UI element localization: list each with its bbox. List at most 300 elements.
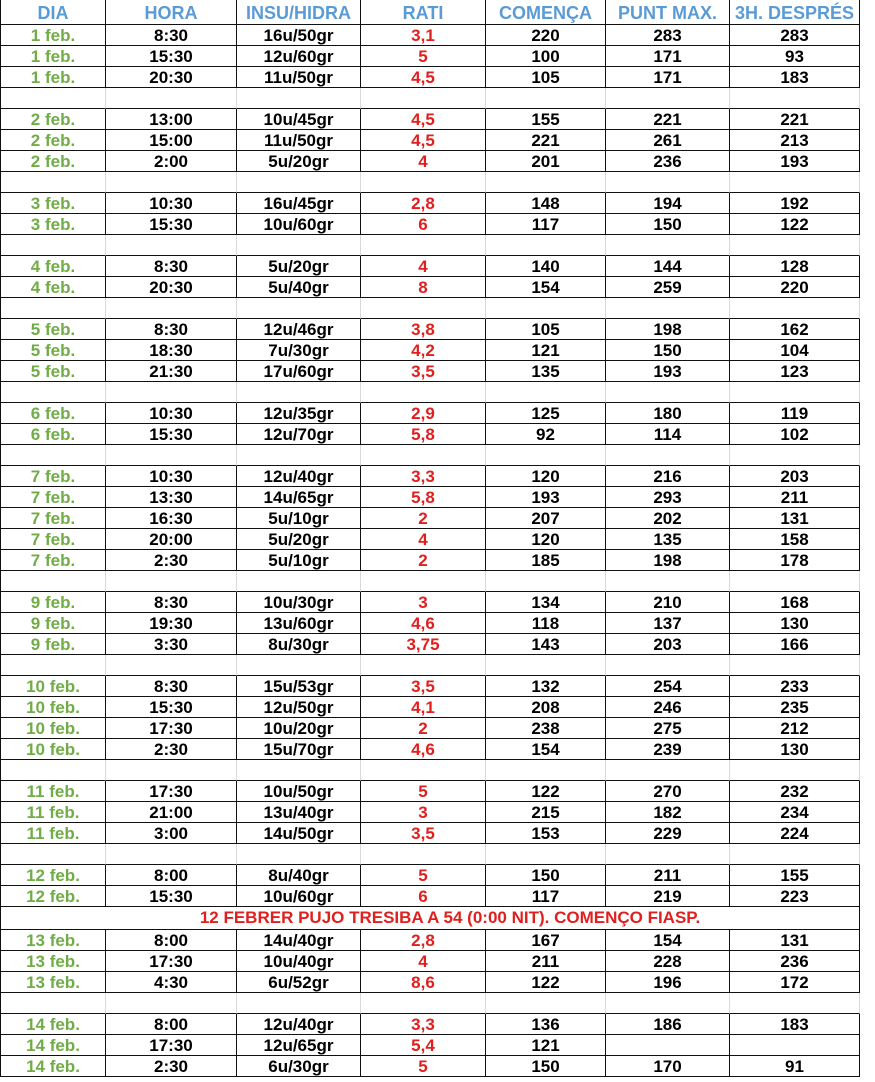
empty-cell [106, 172, 237, 193]
cell-dia: 2 feb. [1, 109, 106, 130]
cell-hora: 10:30 [106, 403, 237, 424]
cell-insu-hidra: 14u/50gr [237, 823, 361, 844]
cell-comenca: 120 [486, 466, 606, 487]
empty-cell [237, 172, 361, 193]
cell-hora: 15:30 [106, 886, 237, 907]
cell-insu-hidra: 10u/45gr [237, 109, 361, 130]
empty-cell [606, 844, 730, 865]
cell-comenca: 211 [486, 951, 606, 972]
empty-cell [361, 382, 486, 403]
cell-insu-hidra: 16u/45gr [237, 193, 361, 214]
empty-cell [106, 655, 237, 676]
empty-cell [237, 298, 361, 319]
cell-rati: 4 [361, 529, 486, 550]
cell-comenca: 136 [486, 1014, 606, 1035]
cell-rati: 4 [361, 151, 486, 172]
empty-cell [730, 445, 860, 466]
empty-cell [1, 235, 106, 256]
cell-punt-max: 154 [606, 930, 730, 951]
header-comenca: COMENÇA [486, 0, 606, 25]
cell-rati: 4,5 [361, 130, 486, 151]
cell-insu-hidra: 14u/40gr [237, 930, 361, 951]
cell-dia: 9 feb. [1, 613, 106, 634]
cell-insu-hidra: 7u/30gr [237, 340, 361, 361]
empty-cell [606, 445, 730, 466]
cell-dia: 5 feb. [1, 319, 106, 340]
empty-cell [486, 844, 606, 865]
empty-cell [730, 655, 860, 676]
empty-cell [730, 571, 860, 592]
cell-dia: 7 feb. [1, 508, 106, 529]
cell-hora: 15:30 [106, 46, 237, 67]
cell-punt-max: 211 [606, 865, 730, 886]
cell-comenca: 121 [486, 340, 606, 361]
cell-insu-hidra: 5u/20gr [237, 256, 361, 277]
empty-cell [486, 235, 606, 256]
empty-cell [1, 655, 106, 676]
empty-cell [1, 382, 106, 403]
cell-dia: 5 feb. [1, 361, 106, 382]
cell-3h-despres: 172 [730, 972, 860, 993]
cell-dia: 14 feb. [1, 1056, 106, 1077]
cell-comenca: 100 [486, 46, 606, 67]
cell-punt-max: 270 [606, 781, 730, 802]
cell-hora: 20:30 [106, 277, 237, 298]
cell-punt-max: 193 [606, 361, 730, 382]
empty-cell [106, 298, 237, 319]
cell-3h-despres: 183 [730, 1014, 860, 1035]
cell-comenca: 208 [486, 697, 606, 718]
cell-hora: 15:00 [106, 130, 237, 151]
empty-cell [486, 88, 606, 109]
cell-insu-hidra: 11u/50gr [237, 67, 361, 88]
cell-punt-max: 137 [606, 613, 730, 634]
cell-punt-max: 219 [606, 886, 730, 907]
cell-insu-hidra: 13u/60gr [237, 613, 361, 634]
cell-comenca: 207 [486, 508, 606, 529]
cell-rati: 4,6 [361, 613, 486, 634]
cell-insu-hidra: 11u/50gr [237, 130, 361, 151]
cell-insu-hidra: 6u/30gr [237, 1056, 361, 1077]
cell-dia: 11 feb. [1, 781, 106, 802]
empty-cell [486, 571, 606, 592]
cell-hora: 20:00 [106, 529, 237, 550]
cell-hora: 17:30 [106, 951, 237, 972]
cell-3h-despres: 211 [730, 487, 860, 508]
cell-comenca: 118 [486, 613, 606, 634]
cell-dia: 7 feb. [1, 487, 106, 508]
cell-dia: 6 feb. [1, 424, 106, 445]
cell-punt-max: 261 [606, 130, 730, 151]
cell-comenca: 135 [486, 361, 606, 382]
cell-insu-hidra: 12u/65gr [237, 1035, 361, 1056]
tresiba-note: 12 FEBRER PUJO TRESIBA A 54 (0:00 NIT). COMENÇO FIASP. [1, 907, 860, 930]
cell-dia: 13 feb. [1, 972, 106, 993]
cell-3h-despres: 232 [730, 781, 860, 802]
cell-insu-hidra: 13u/40gr [237, 802, 361, 823]
cell-3h-despres: 158 [730, 529, 860, 550]
empty-cell [106, 382, 237, 403]
cell-punt-max: 293 [606, 487, 730, 508]
cell-insu-hidra: 10u/60gr [237, 886, 361, 907]
cell-rati: 3 [361, 592, 486, 613]
cell-dia: 14 feb. [1, 1014, 106, 1035]
cell-comenca: 167 [486, 930, 606, 951]
empty-cell [106, 993, 237, 1014]
cell-3h-despres: 104 [730, 340, 860, 361]
empty-cell [237, 88, 361, 109]
cell-insu-hidra: 10u/30gr [237, 592, 361, 613]
empty-cell [361, 571, 486, 592]
cell-punt-max: 186 [606, 1014, 730, 1035]
empty-cell [106, 844, 237, 865]
cell-comenca: 117 [486, 886, 606, 907]
empty-cell [1, 844, 106, 865]
cell-comenca: 155 [486, 109, 606, 130]
cell-insu-hidra: 12u/60gr [237, 46, 361, 67]
empty-cell [730, 993, 860, 1014]
empty-cell [730, 760, 860, 781]
cell-hora: 13:30 [106, 487, 237, 508]
header-punt-max: PUNT MAX. [606, 0, 730, 25]
cell-rati: 6 [361, 214, 486, 235]
cell-punt-max: 246 [606, 697, 730, 718]
cell-dia: 10 feb. [1, 697, 106, 718]
cell-rati: 6 [361, 886, 486, 907]
cell-dia: 9 feb. [1, 634, 106, 655]
cell-3h-despres: 235 [730, 697, 860, 718]
cell-insu-hidra: 10u/60gr [237, 214, 361, 235]
empty-cell [486, 445, 606, 466]
empty-cell [730, 235, 860, 256]
cell-rati: 8,6 [361, 972, 486, 993]
cell-punt-max: 182 [606, 802, 730, 823]
cell-3h-despres: 203 [730, 466, 860, 487]
empty-cell [361, 235, 486, 256]
cell-dia: 6 feb. [1, 403, 106, 424]
cell-comenca: 221 [486, 130, 606, 151]
cell-hora: 10:30 [106, 193, 237, 214]
cell-3h-despres: 119 [730, 403, 860, 424]
empty-cell [361, 760, 486, 781]
cell-comenca: 154 [486, 739, 606, 760]
cell-dia: 5 feb. [1, 340, 106, 361]
cell-comenca: 215 [486, 802, 606, 823]
cell-dia: 1 feb. [1, 67, 106, 88]
empty-cell [106, 445, 237, 466]
cell-insu-hidra: 17u/60gr [237, 361, 361, 382]
cell-comenca: 122 [486, 781, 606, 802]
empty-cell [486, 172, 606, 193]
cell-dia: 3 feb. [1, 193, 106, 214]
cell-insu-hidra: 5u/20gr [237, 529, 361, 550]
cell-insu-hidra: 12u/35gr [237, 403, 361, 424]
empty-cell [237, 571, 361, 592]
empty-cell [606, 655, 730, 676]
cell-rati: 2,9 [361, 403, 486, 424]
cell-dia: 10 feb. [1, 718, 106, 739]
cell-rati: 3,5 [361, 676, 486, 697]
cell-punt-max: 150 [606, 340, 730, 361]
cell-3h-despres: 178 [730, 550, 860, 571]
empty-cell [606, 993, 730, 1014]
cell-dia: 12 feb. [1, 886, 106, 907]
cell-3h-despres: 166 [730, 634, 860, 655]
empty-cell [106, 88, 237, 109]
cell-3h-despres: 130 [730, 613, 860, 634]
cell-rati: 3,3 [361, 466, 486, 487]
cell-punt-max: 114 [606, 424, 730, 445]
cell-3h-despres: 193 [730, 151, 860, 172]
cell-punt-max [606, 1035, 730, 1056]
empty-cell [1, 172, 106, 193]
cell-dia: 12 feb. [1, 865, 106, 886]
cell-3h-despres: 224 [730, 823, 860, 844]
empty-cell [730, 88, 860, 109]
cell-dia: 4 feb. [1, 277, 106, 298]
empty-cell [1, 571, 106, 592]
cell-rati: 3 [361, 802, 486, 823]
cell-3h-despres: 122 [730, 214, 860, 235]
cell-rati: 4 [361, 256, 486, 277]
cell-dia: 1 feb. [1, 25, 106, 46]
cell-insu-hidra: 12u/46gr [237, 319, 361, 340]
cell-dia: 9 feb. [1, 592, 106, 613]
cell-3h-despres [730, 1035, 860, 1056]
cell-3h-despres: 131 [730, 508, 860, 529]
empty-cell [106, 760, 237, 781]
cell-comenca: 105 [486, 67, 606, 88]
cell-comenca: 117 [486, 214, 606, 235]
cell-hora: 2:30 [106, 739, 237, 760]
cell-hora: 2:00 [106, 151, 237, 172]
empty-cell [361, 172, 486, 193]
cell-rati: 5,4 [361, 1035, 486, 1056]
cell-3h-despres: 155 [730, 865, 860, 886]
cell-3h-despres: 131 [730, 930, 860, 951]
cell-comenca: 238 [486, 718, 606, 739]
cell-hora: 2:30 [106, 550, 237, 571]
cell-3h-despres: 192 [730, 193, 860, 214]
cell-hora: 3:00 [106, 823, 237, 844]
cell-hora: 21:30 [106, 361, 237, 382]
empty-cell [237, 382, 361, 403]
cell-punt-max: 180 [606, 403, 730, 424]
empty-cell [606, 760, 730, 781]
empty-cell [486, 655, 606, 676]
cell-dia: 2 feb. [1, 151, 106, 172]
cell-3h-despres: 91 [730, 1056, 860, 1077]
header-rati: RATI [361, 0, 486, 25]
cell-comenca: 150 [486, 1056, 606, 1077]
empty-cell [606, 88, 730, 109]
cell-comenca: 92 [486, 424, 606, 445]
cell-punt-max: 210 [606, 592, 730, 613]
empty-cell [1, 760, 106, 781]
cell-hora: 2:30 [106, 1056, 237, 1077]
cell-comenca: 148 [486, 193, 606, 214]
cell-comenca: 143 [486, 634, 606, 655]
empty-cell [361, 844, 486, 865]
cell-hora: 19:30 [106, 613, 237, 634]
cell-rati: 5 [361, 865, 486, 886]
cell-insu-hidra: 12u/40gr [237, 466, 361, 487]
cell-3h-despres: 220 [730, 277, 860, 298]
cell-3h-despres: 221 [730, 109, 860, 130]
cell-rati: 4 [361, 951, 486, 972]
cell-punt-max: 150 [606, 214, 730, 235]
cell-rati: 3,5 [361, 361, 486, 382]
cell-dia: 10 feb. [1, 676, 106, 697]
cell-punt-max: 196 [606, 972, 730, 993]
cell-hora: 8:30 [106, 256, 237, 277]
cell-comenca: 140 [486, 256, 606, 277]
empty-cell [486, 298, 606, 319]
cell-dia: 13 feb. [1, 930, 106, 951]
cell-rati: 2 [361, 550, 486, 571]
cell-hora: 8:30 [106, 319, 237, 340]
cell-dia: 11 feb. [1, 823, 106, 844]
cell-rati: 3,1 [361, 25, 486, 46]
cell-comenca: 125 [486, 403, 606, 424]
cell-comenca: 132 [486, 676, 606, 697]
cell-3h-despres: 93 [730, 46, 860, 67]
empty-cell [106, 235, 237, 256]
cell-punt-max: 254 [606, 676, 730, 697]
cell-hora: 10:30 [106, 466, 237, 487]
cell-hora: 16:30 [106, 508, 237, 529]
cell-comenca: 120 [486, 529, 606, 550]
cell-hora: 17:30 [106, 781, 237, 802]
cell-hora: 15:30 [106, 424, 237, 445]
cell-hora: 15:30 [106, 214, 237, 235]
cell-3h-despres: 183 [730, 67, 860, 88]
empty-cell [606, 571, 730, 592]
cell-hora: 8:30 [106, 592, 237, 613]
cell-punt-max: 194 [606, 193, 730, 214]
cell-insu-hidra: 12u/70gr [237, 424, 361, 445]
cell-punt-max: 202 [606, 508, 730, 529]
cell-rati: 8 [361, 277, 486, 298]
empty-cell [730, 382, 860, 403]
cell-insu-hidra: 5u/40gr [237, 277, 361, 298]
cell-dia: 14 feb. [1, 1035, 106, 1056]
cell-comenca: 121 [486, 1035, 606, 1056]
cell-3h-despres: 212 [730, 718, 860, 739]
cell-comenca: 185 [486, 550, 606, 571]
cell-rati: 5,8 [361, 424, 486, 445]
cell-3h-despres: 234 [730, 802, 860, 823]
cell-insu-hidra: 5u/20gr [237, 151, 361, 172]
empty-cell [486, 760, 606, 781]
header-insu-hidra: INSU/HIDRA [237, 0, 361, 25]
empty-cell [361, 655, 486, 676]
empty-cell [361, 298, 486, 319]
cell-3h-despres: 236 [730, 951, 860, 972]
cell-comenca: 220 [486, 25, 606, 46]
cell-punt-max: 239 [606, 739, 730, 760]
cell-hora: 18:30 [106, 340, 237, 361]
cell-dia: 2 feb. [1, 130, 106, 151]
cell-insu-hidra: 6u/52gr [237, 972, 361, 993]
cell-punt-max: 198 [606, 550, 730, 571]
empty-cell [237, 235, 361, 256]
cell-dia: 3 feb. [1, 214, 106, 235]
cell-comenca: 150 [486, 865, 606, 886]
cell-dia: 7 feb. [1, 529, 106, 550]
cell-comenca: 153 [486, 823, 606, 844]
cell-3h-despres: 168 [730, 592, 860, 613]
cell-punt-max: 171 [606, 67, 730, 88]
cell-rati: 2 [361, 508, 486, 529]
cell-insu-hidra: 12u/40gr [237, 1014, 361, 1035]
empty-cell [730, 844, 860, 865]
empty-cell [606, 172, 730, 193]
cell-dia: 13 feb. [1, 951, 106, 972]
cell-punt-max: 228 [606, 951, 730, 972]
empty-cell [1, 88, 106, 109]
cell-hora: 17:30 [106, 718, 237, 739]
cell-punt-max: 144 [606, 256, 730, 277]
cell-insu-hidra: 8u/40gr [237, 865, 361, 886]
cell-rati: 5 [361, 46, 486, 67]
cell-insu-hidra: 5u/10gr [237, 508, 361, 529]
cell-dia: 4 feb. [1, 256, 106, 277]
empty-cell [606, 235, 730, 256]
cell-hora: 8:00 [106, 930, 237, 951]
cell-rati: 3,8 [361, 319, 486, 340]
cell-punt-max: 203 [606, 634, 730, 655]
empty-cell [361, 993, 486, 1014]
cell-punt-max: 171 [606, 46, 730, 67]
cell-punt-max: 236 [606, 151, 730, 172]
cell-insu-hidra: 8u/30gr [237, 634, 361, 655]
cell-3h-despres: 128 [730, 256, 860, 277]
cell-punt-max: 170 [606, 1056, 730, 1077]
cell-dia: 10 feb. [1, 739, 106, 760]
cell-punt-max: 135 [606, 529, 730, 550]
empty-cell [237, 445, 361, 466]
cell-rati: 4,6 [361, 739, 486, 760]
header-dia: DIA [1, 0, 106, 25]
cell-punt-max: 221 [606, 109, 730, 130]
cell-3h-despres: 233 [730, 676, 860, 697]
cell-rati: 3,75 [361, 634, 486, 655]
cell-punt-max: 275 [606, 718, 730, 739]
cell-comenca: 201 [486, 151, 606, 172]
empty-cell [361, 445, 486, 466]
cell-insu-hidra: 10u/40gr [237, 951, 361, 972]
cell-3h-despres: 283 [730, 25, 860, 46]
cell-rati: 2 [361, 718, 486, 739]
empty-cell [237, 760, 361, 781]
empty-cell [1, 298, 106, 319]
cell-rati: 5 [361, 781, 486, 802]
cell-insu-hidra: 14u/65gr [237, 487, 361, 508]
empty-cell [606, 298, 730, 319]
cell-punt-max: 216 [606, 466, 730, 487]
empty-cell [237, 655, 361, 676]
cell-3h-despres: 102 [730, 424, 860, 445]
cell-insu-hidra: 15u/53gr [237, 676, 361, 697]
cell-rati: 4,5 [361, 109, 486, 130]
cell-3h-despres: 123 [730, 361, 860, 382]
cell-dia: 11 feb. [1, 802, 106, 823]
cell-hora: 8:30 [106, 25, 237, 46]
cell-rati: 4,1 [361, 697, 486, 718]
cell-comenca: 154 [486, 277, 606, 298]
empty-cell [606, 382, 730, 403]
